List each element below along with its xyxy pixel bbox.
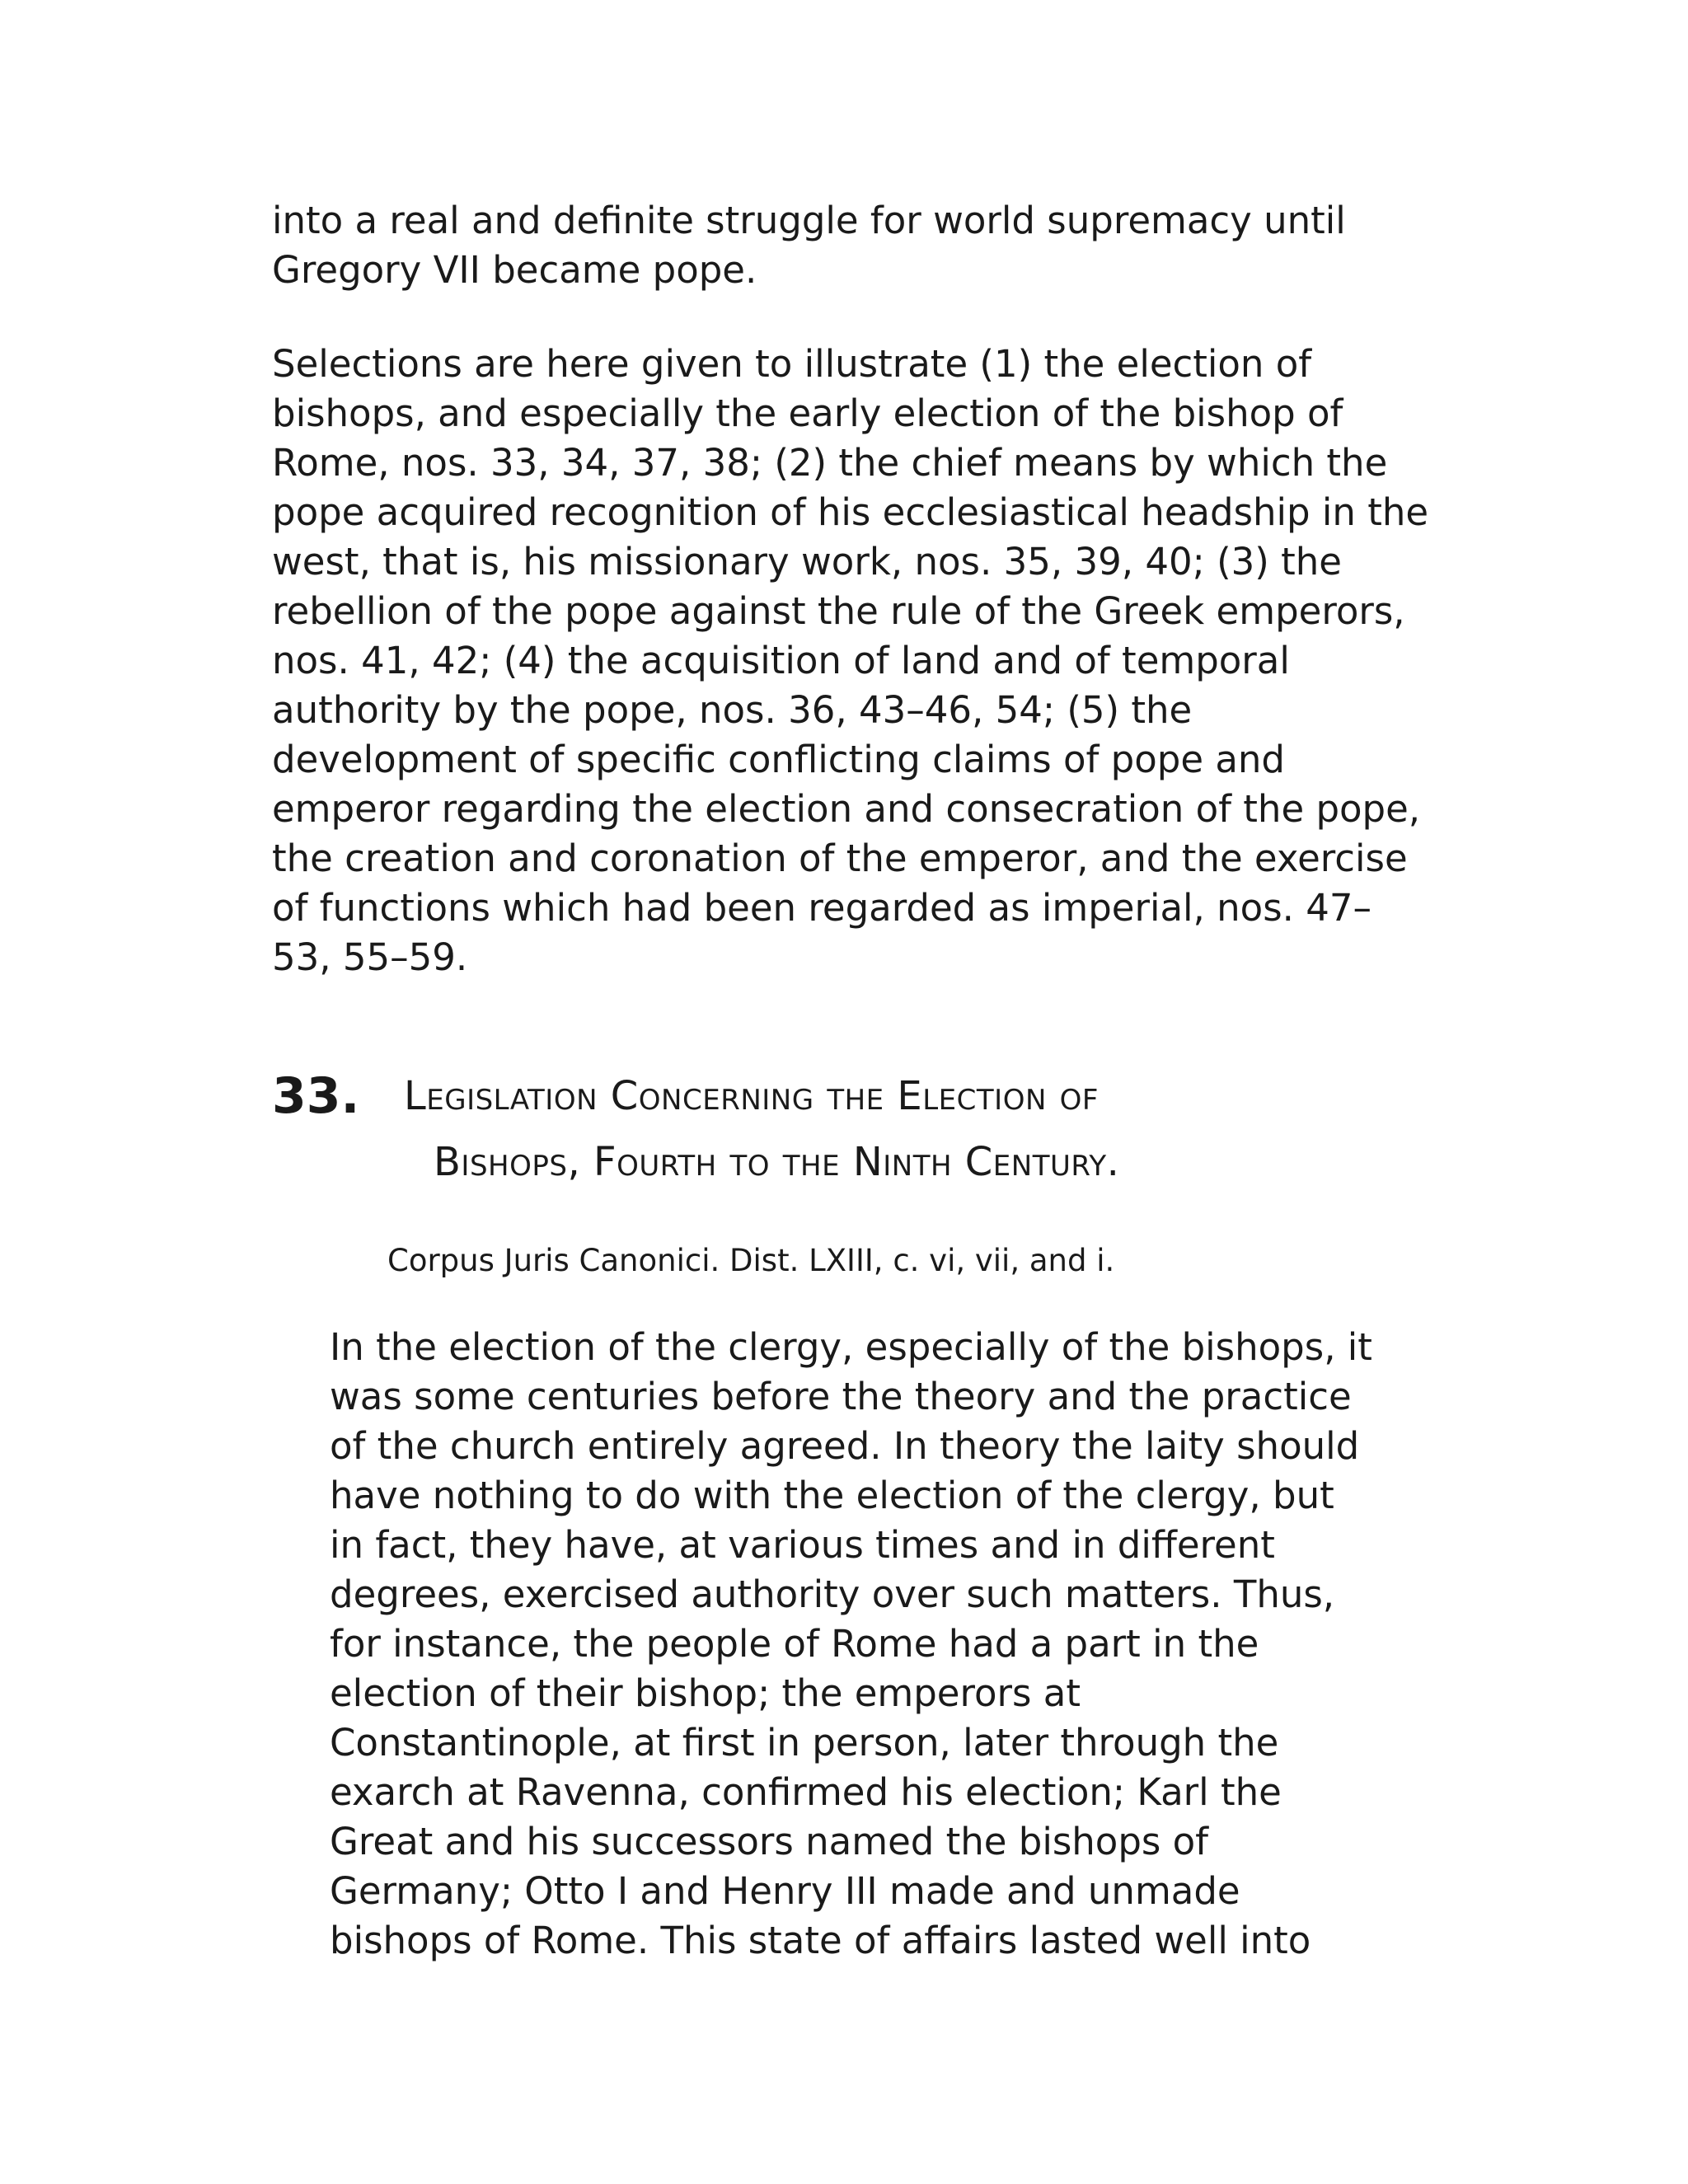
source-citation: Corpus Juris Canonici. Dist. LXIII, c. vi, vii, and i. bbox=[387, 1243, 1115, 1278]
text-line: of functions which had been regarded as imperial, nos. 47– bbox=[272, 886, 1372, 930]
paragraph-selections bbox=[272, 340, 1429, 982]
text-line: into a real and definite struggle for world supremacy until bbox=[272, 199, 1346, 242]
text-line: Great and his successors named the bishops of bbox=[330, 1820, 1209, 1863]
text-line: nos. 41, 42; (4) the acquisition of land and of temporal bbox=[272, 639, 1290, 682]
text-line: have nothing to do with the election of the clergy, but bbox=[330, 1474, 1334, 1517]
text-line: In the election of the clergy, especially of the bishops, it bbox=[330, 1325, 1372, 1369]
paragraph-continuation bbox=[272, 196, 1418, 295]
text-line: in fact, they have, at various times and in different bbox=[330, 1523, 1275, 1567]
text-line: Gregory VII became pope. bbox=[272, 248, 757, 292]
text-line: 53, 55–59. bbox=[272, 935, 468, 979]
text-line: pope acquired recognition of his ecclesiastical headship in the bbox=[272, 490, 1429, 534]
text-line: of the church entirely agreed. In theory the laity should bbox=[330, 1424, 1360, 1468]
text-line: Germany; Otto I and Henry III made and unmade bbox=[330, 1869, 1240, 1913]
text-line: bishops of Rome. This state of affairs lasted well into bbox=[330, 1919, 1311, 1962]
section-intro-paragraph bbox=[330, 1323, 1418, 1966]
text-line: bishops, and especially the early election of the bishop of bbox=[272, 391, 1343, 435]
text-line: rebellion of the pope against the rule of the Greek emperors, bbox=[272, 589, 1405, 633]
text-line: Selections are here given to illustrate (1) the election of bbox=[272, 342, 1312, 386]
text-line: Rome, nos. 33, 34, 37, 38; (2) the chief means by which the bbox=[272, 441, 1388, 485]
text-line: Constantinople, at first in person, later through the bbox=[330, 1721, 1279, 1765]
text-line: degrees, exercised authority over such matters. Thus, bbox=[330, 1572, 1335, 1616]
text-line: election of their bishop; the emperors at bbox=[330, 1671, 1081, 1715]
section-title bbox=[404, 1063, 1119, 1195]
text-line: emperor regarding the election and consecration of the pope, bbox=[272, 787, 1421, 831]
text-line: west, that is, his missionary work, nos. 35, 39, 40; (3) the bbox=[272, 540, 1342, 583]
text-line: the creation and coronation of the emperor, and the exercise bbox=[272, 837, 1408, 880]
section-title-line: Legislation Concerning the Election of bbox=[404, 1073, 1099, 1119]
section-title-line: Bishops, Fourth to the Ninth Century. bbox=[434, 1139, 1120, 1185]
section-number: 33. bbox=[272, 1067, 360, 1125]
text-line: for instance, the people of Rome had a part in the bbox=[330, 1622, 1259, 1666]
text-line: development of specific conflicting claims of pope and bbox=[272, 738, 1285, 781]
text-line: exarch at Ravenna, confirmed his election; Karl the bbox=[330, 1770, 1282, 1814]
text-line: authority by the pope, nos. 36, 43–46, 54; (5) the bbox=[272, 688, 1193, 732]
text-line: was some centuries before the theory and the practice bbox=[330, 1375, 1352, 1418]
